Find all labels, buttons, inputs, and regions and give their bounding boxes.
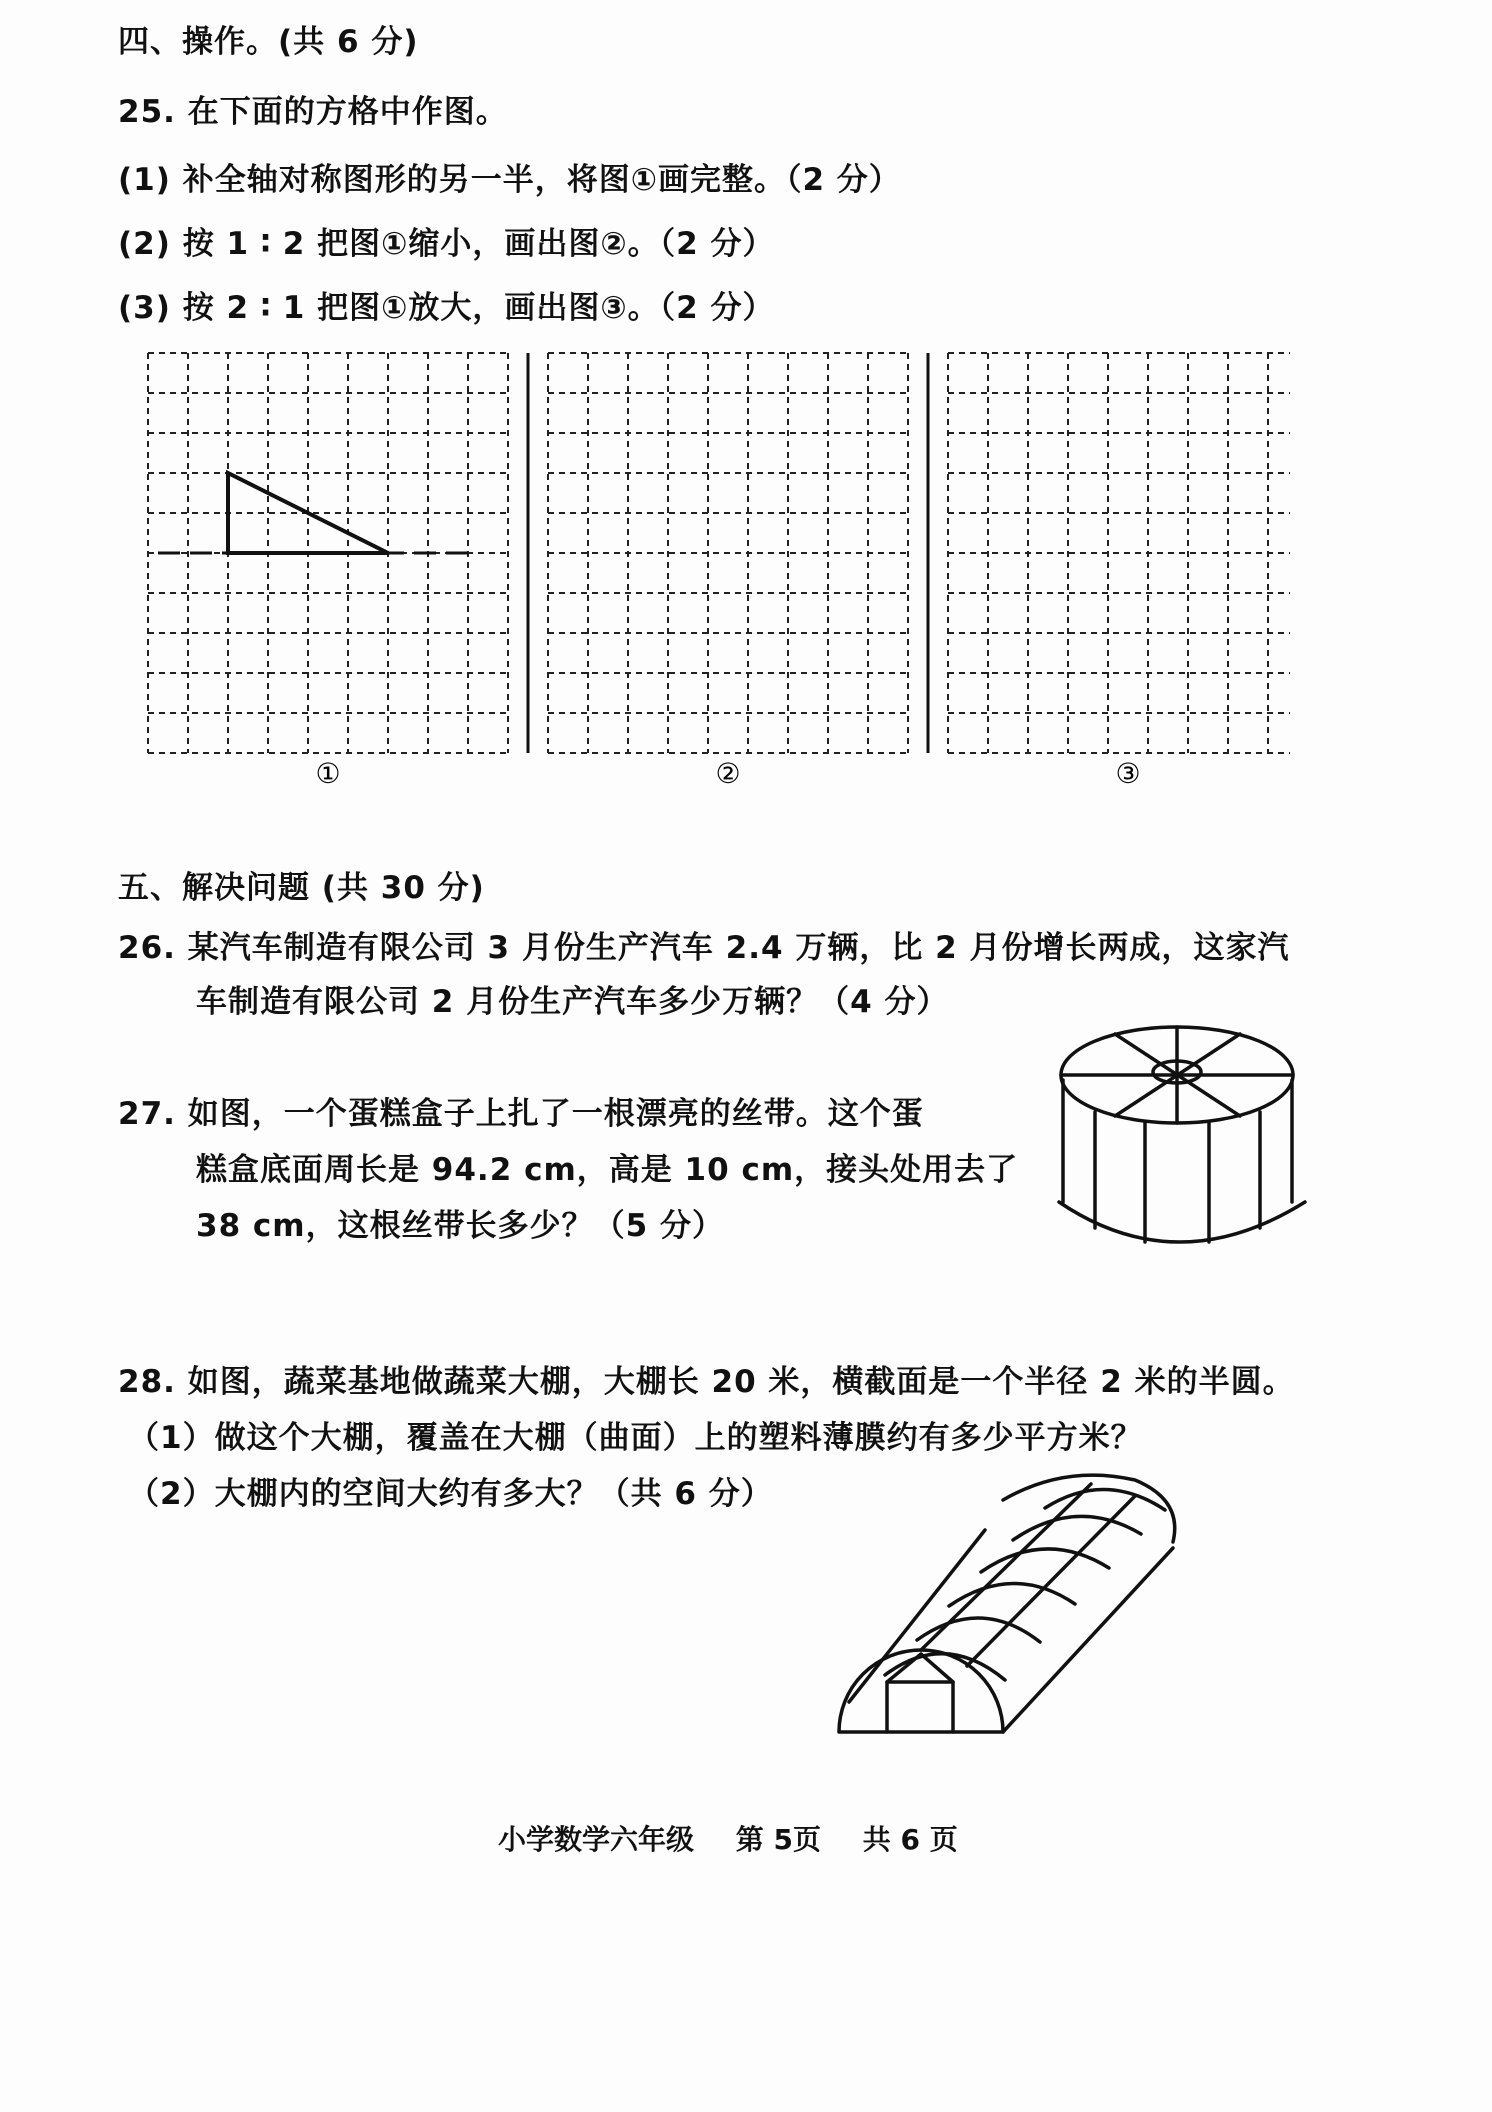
q27-line2: 糕盒底面周长是 94.2 cm，高是 10 cm，接头处用去了 [196,1152,1019,1188]
footer-page: 第 5页 [735,1823,821,1856]
greenhouse-svg [835,1470,1185,1740]
section5-title: 五、解决问题 (共 30 分) [118,870,485,906]
q25-sub2: (2) 按 1 ∶ 2 把图①缩小，画出图②。（2 分） [118,226,775,262]
page-footer [498,1818,990,1858]
footer-total: 共 6 页 [862,1823,958,1856]
drawing-grid [140,345,1290,785]
cake-box-svg [1055,1020,1315,1270]
grid-panel-label: ③ [1115,757,1141,785]
section4-title: 四、操作。(共 6 分) [118,24,419,60]
cake-box-figure [1055,1020,1315,1270]
footer-subject: 小学数学六年级 [498,1823,695,1856]
q25-stem: 25. 在下面的方格中作图。 [118,94,508,130]
grid-panel-label: ① [315,757,341,785]
grid-panel-label: ② [715,757,741,785]
q28-line1: 28. 如图，蔬菜基地做蔬菜大棚，大棚长 20 米，横截面是一个半径 2 米的半圆。 [118,1364,1295,1400]
q26-line2: 车制造有限公司 2 月份生产汽车多少万辆？（4 分） [196,984,949,1020]
q26-line1: 26. 某汽车制造有限公司 3 月份生产汽车 2.4 万辆，比 2 月份增长两成，这家汽 [118,930,1290,966]
q28-line3: （2）大棚内的空间大约有多大？（共 6 分） [128,1476,773,1512]
q28-line2: （1）做这个大棚，覆盖在大棚（曲面）上的塑料薄膜约有多少平方米？ [128,1420,1143,1456]
q27-line1: 27. 如图，一个蛋糕盒子上扎了一根漂亮的丝带。这个蛋 [118,1096,924,1132]
q25-sub1: (1) 补全轴对称图形的另一半，将图①画完整。（2 分） [118,162,901,198]
q25-sub3: (3) 按 2 ∶ 1 把图①放大，画出图③。（2 分） [118,290,775,326]
grid-svg [140,345,1290,785]
q27-line3: 38 cm，这根丝带长多少？（5 分） [196,1208,724,1244]
greenhouse-figure [835,1470,1185,1740]
